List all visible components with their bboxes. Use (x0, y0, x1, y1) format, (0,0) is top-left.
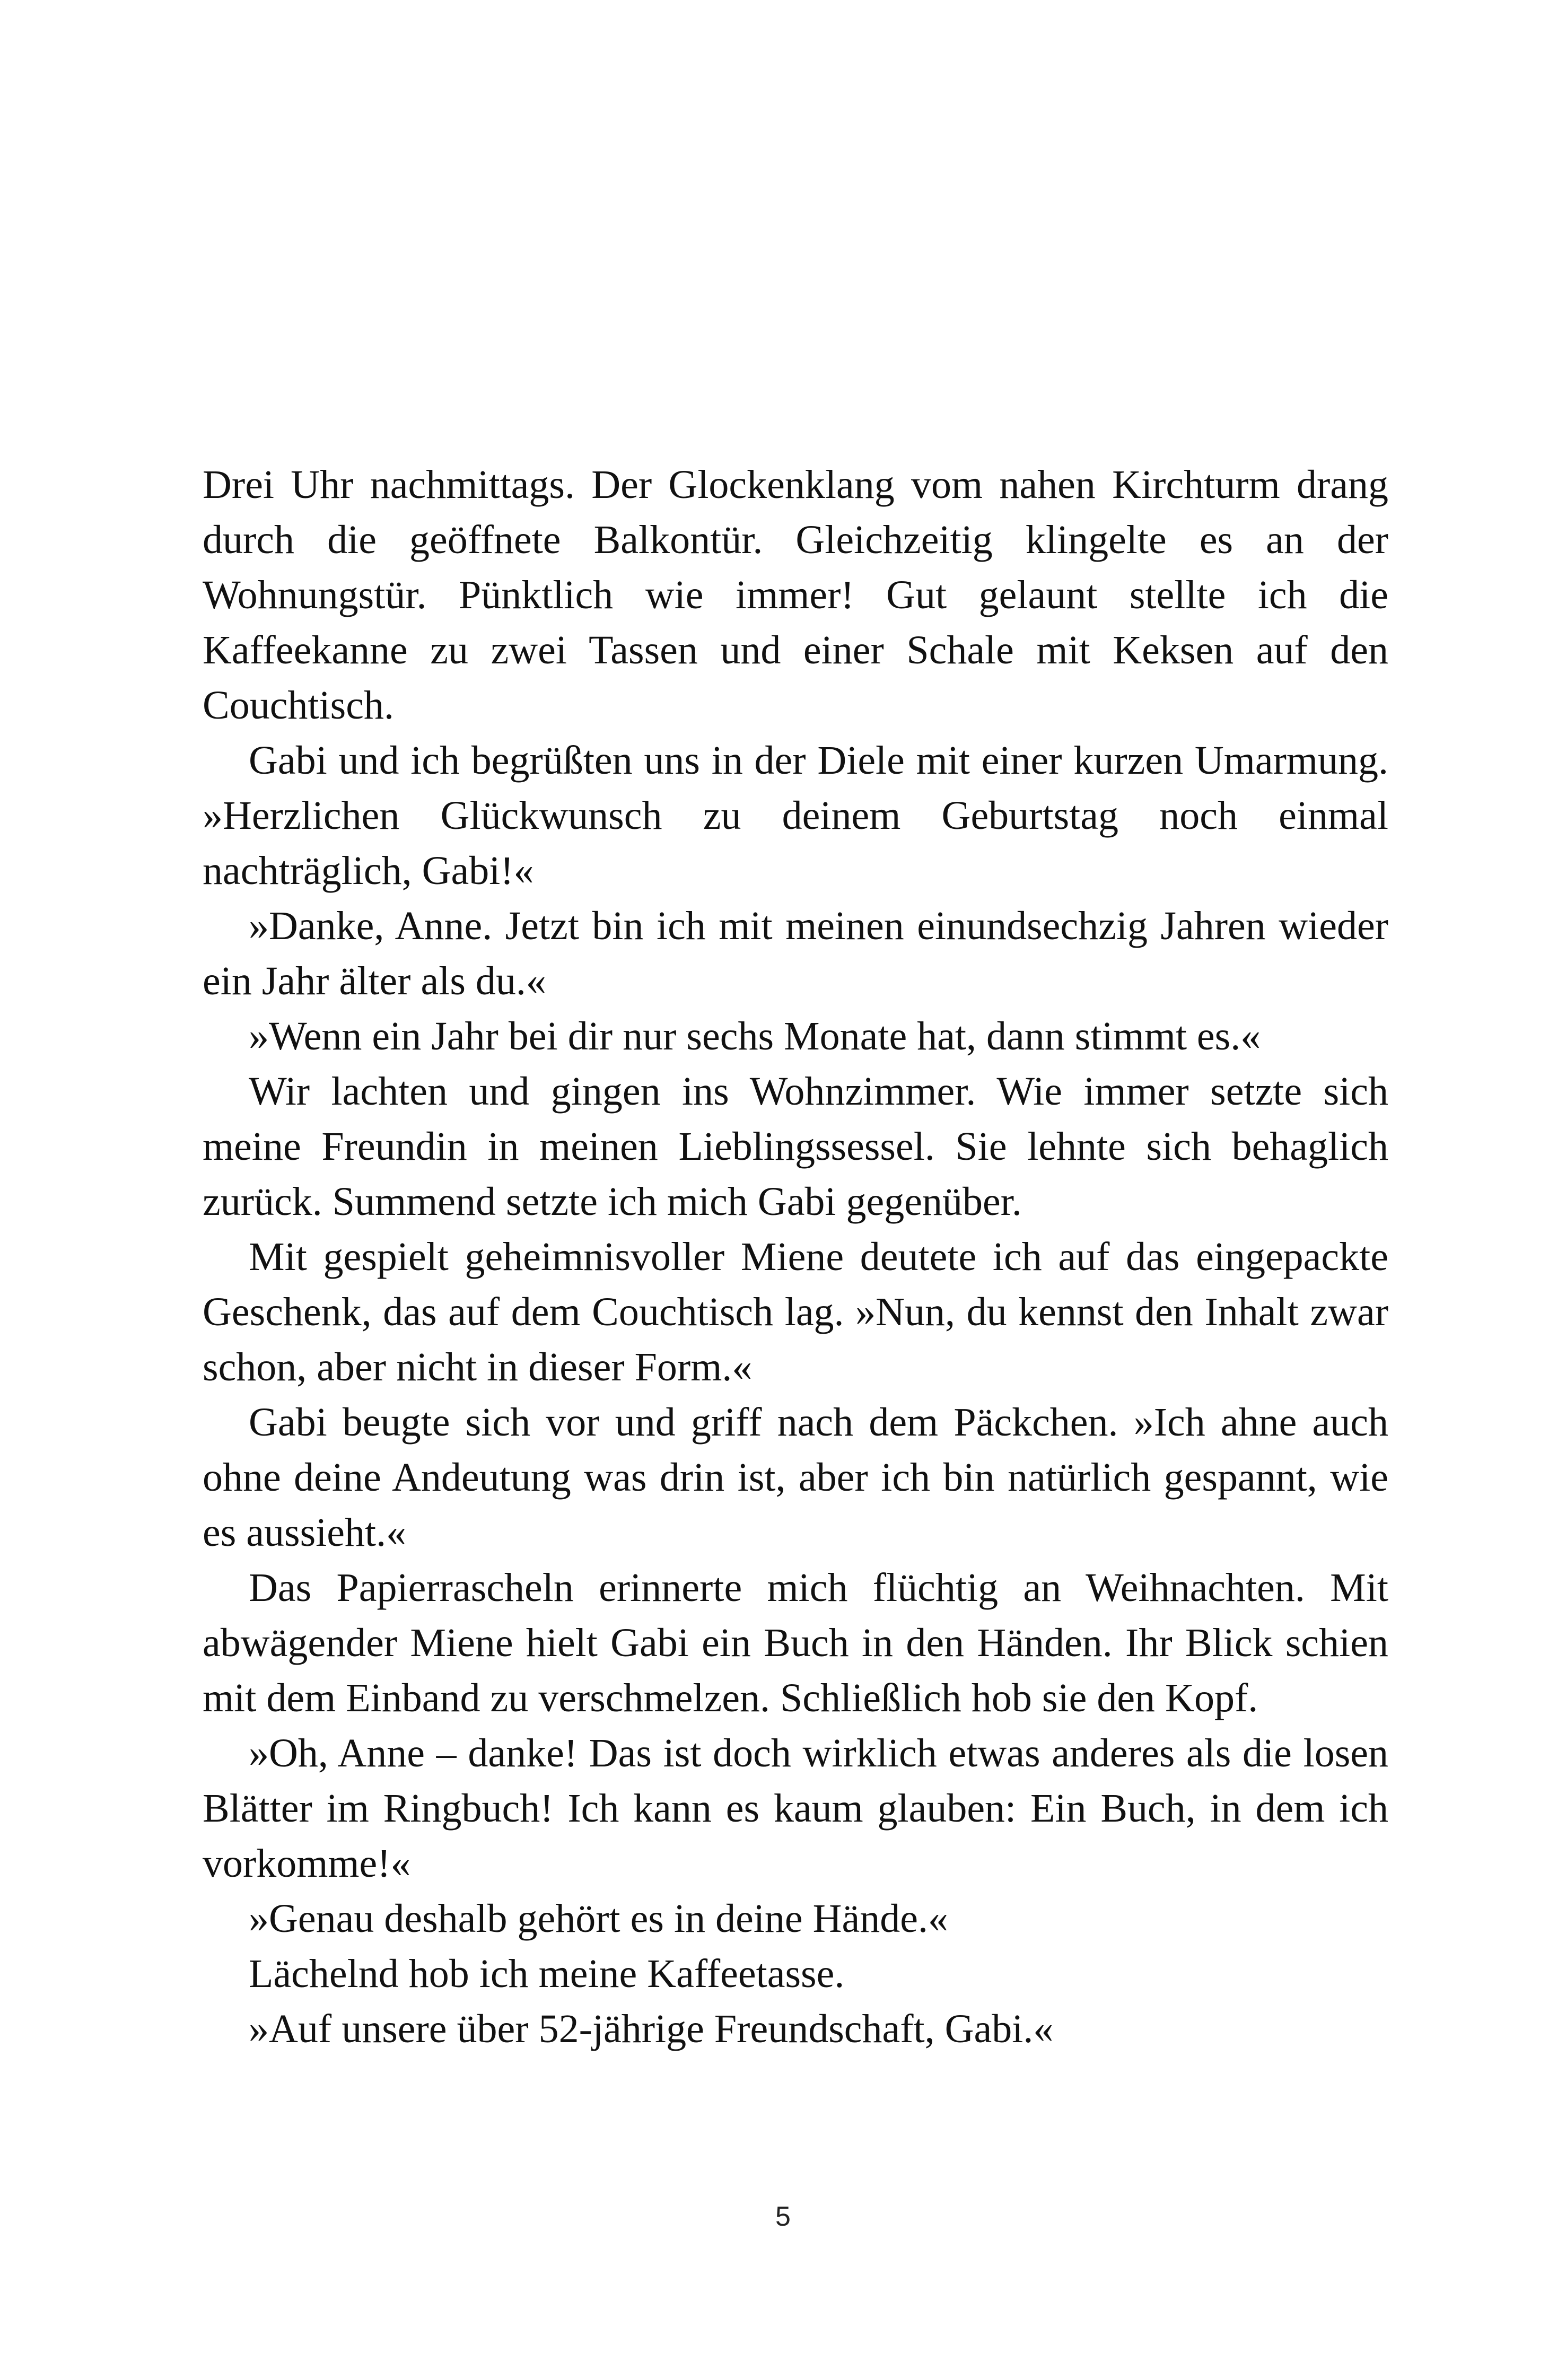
paragraph-3: »Danke, Anne. Jetzt bin ich mit meinen einundsechzig Jahren wieder ein Jahr älter als du.« (203, 904, 1388, 1003)
paragraph-2: Gabi und ich begrüßten uns in der Diele mit einer kurzen Umarmung. »Herzlichen Glückwunsch zu deinem Geburtstag noch einmal nachträglich, Gabi!« (203, 738, 1388, 893)
paragraph-5: Wir lachten und gingen ins Wohnzimmer. Wie immer setzte sich meine Freundin in meinen Lieblingssessel. Sie lehnte sich behaglich zurück. Summend setzte ich mich Gabi gegenüber. (203, 1069, 1388, 1224)
paragraph-12: »Auf unsere über 52-jährige Freundschaft, Gabi.« (249, 2007, 1054, 2051)
body-text (203, 457, 1388, 2057)
paragraph-8: Das Papierrascheln erinnerte mich flüchtig an Weihnachten. Mit abwägender Miene hielt Gabi ein Buch in den Händen. Ihr Blick schien mit dem Einband zu verschmelzen. Schließlich hob sie den Kopf. (203, 1565, 1388, 1720)
paragraph-7: Gabi beugte sich vor und griff nach dem Päckchen. »Ich ahne auch ohne deine Andeutung was drin ist, aber ich bin natürlich gespannt, wie es aussieht.« (203, 1400, 1388, 1555)
paragraph-10: »Genau deshalb gehört es in deine Hände.« (249, 1896, 949, 1941)
paragraph-11: Lächelnd hob ich meine Kaffeetasse. (249, 1952, 845, 1996)
paragraph-1: Drei Uhr nachmittags. Der Glockenklang vom nahen Kirchturm drang durch die geöffnete Balkontür. Gleichzeitig klingelte es an der Wohnungstür. Pünktlich wie immer! Gut gelaunt stellte ich die Kaffeekanne zu zwei Tassen und einer Schale mit Keksen auf den Couchtisch. (203, 462, 1388, 728)
paragraph-4: »Wenn ein Jahr bei dir nur sechs Monate hat, dann stimmt es.« (249, 1014, 1261, 1058)
paragraph-6: Mit gespielt geheimnisvoller Miene deutete ich auf das eingepackte Geschenk, das auf dem Couchtisch lag. »Nun, du kennst den Inhalt zwar schon, aber nicht in dieser Form.« (203, 1235, 1388, 1389)
paragraph-9: »Oh, Anne – danke! Das ist doch wirklich etwas anderes als die losen Blätter im Ringbuch! Ich kann es kaum glauben: Ein Buch, in dem ich vorkomme!« (203, 1731, 1388, 1886)
page-number: 5 (775, 2201, 791, 2232)
